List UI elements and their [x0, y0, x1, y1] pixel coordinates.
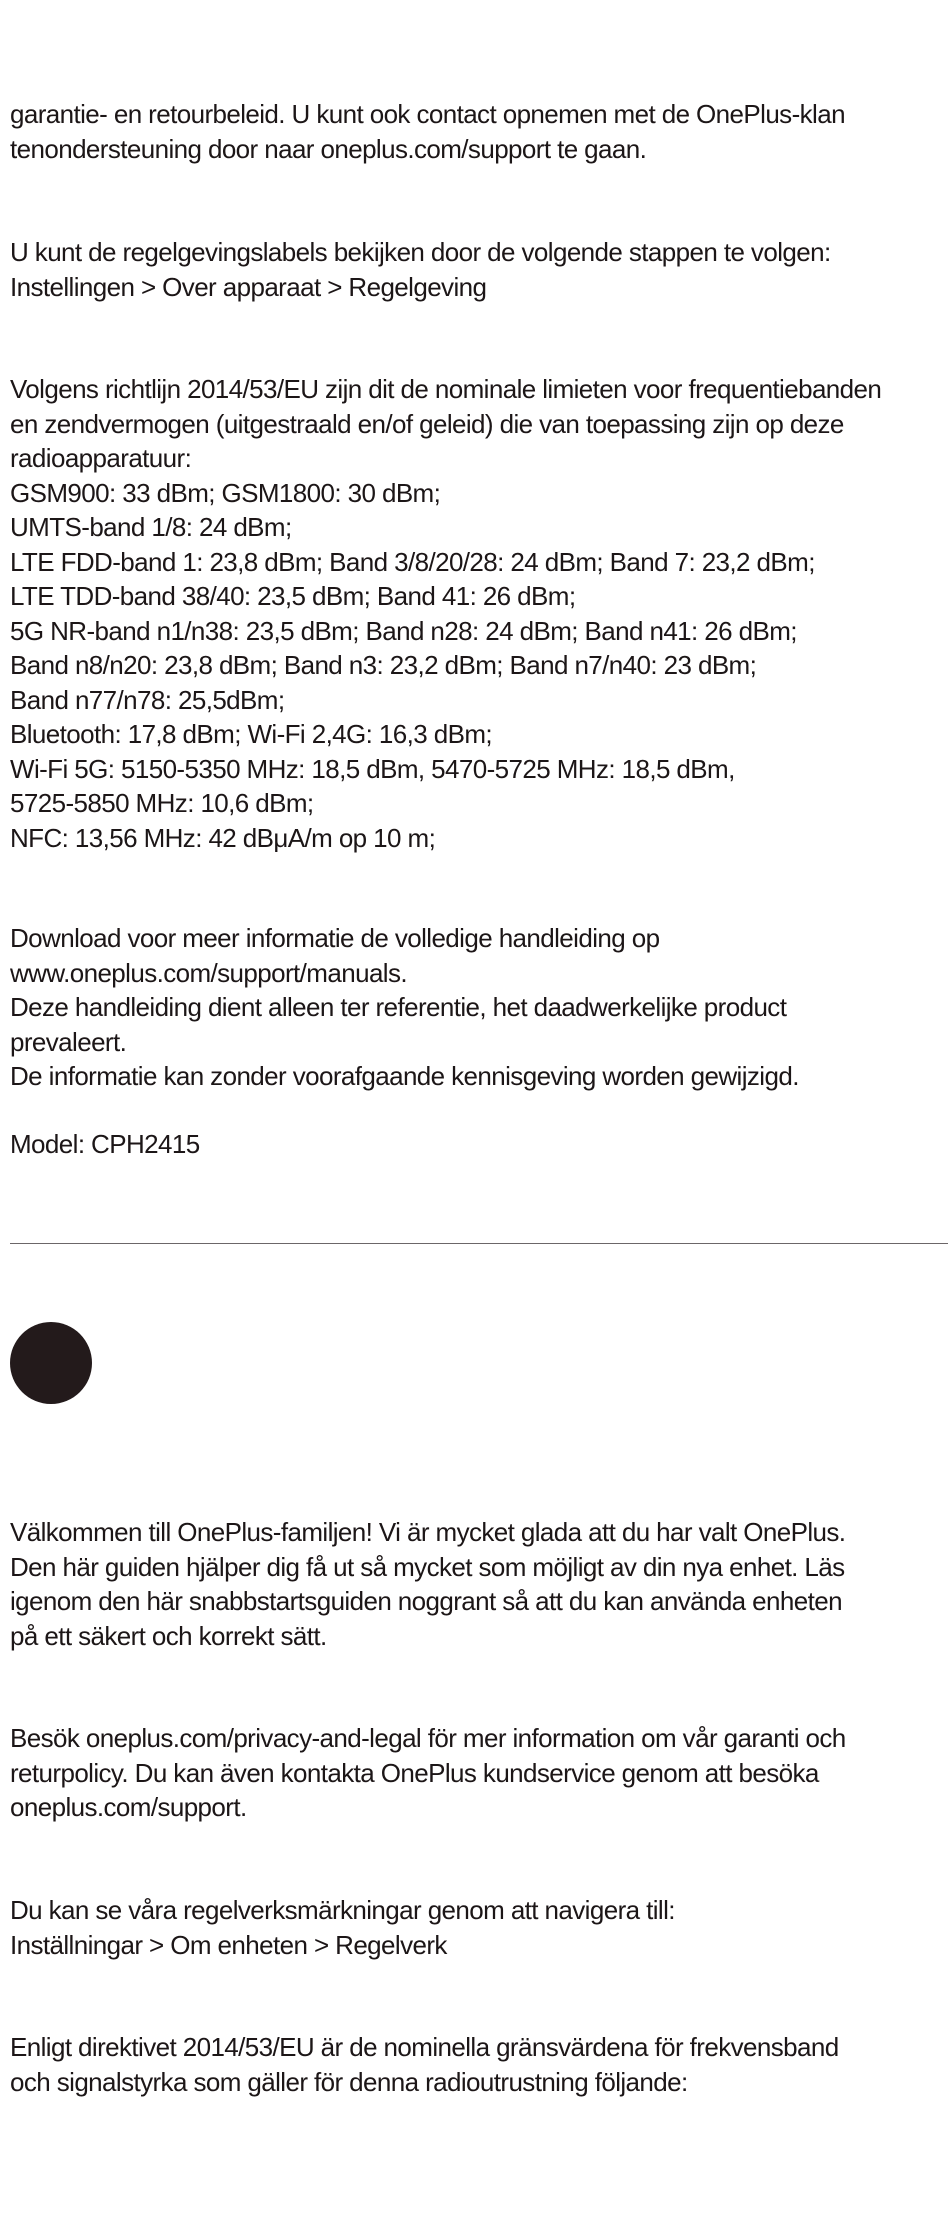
- nl-frequency-limits-paragraph: Volgens richtlijn 2014/53/EU zijn dit de nominale limieten voor frequentiebanden en zendvermogen (uitgestraald en/of geleid) die van toepassing zijn op deze radioapparatuur: GSM900: 33 dBm; GSM1800: 30 dBm; UMTS-band 1/8: 24 dBm; LTE FDD-band 1: 23,8 dBm; Band 3/8/20/28: 24 dBm; Band 7: 23,2 dBm; LTE TDD-band 38/40: 23,5 dBm; Band 41: 26 dBm; 5G NR-band n1/n38: 23,5 dBm; Band n28: 24 dBm; Band n41: 26 dBm; Band n8/n20: 23,8 dBm; Band n3: 23,2 dBm; Band n7/n40: 23 dBm; Band n77/n78: 25,5dBm; Bluetooth: 17,8 dBm; Wi-Fi 2,4G: 16,3 dBm; Wi-Fi 5G: 5150-5350 MHz: 18,5 dBm, 5470-5725 MHz: 18,5 dBm, 5725-5850 MHz: 10,6 dBm; NFC: 13,56 MHz: 42 dBμA/m op 10 m;: [10, 374, 882, 853]
- sv-directive-paragraph: Enligt direktivet 2014/53/EU är de nominella gränsvärdena för frekvensband och signalstyrka som gäller för denna radioutrustning följande:: [10, 2032, 839, 2097]
- nl-manual-info-paragraph: Download voor meer informatie de volledige handleiding op www.oneplus.com/support/manuals. Deze handleiding dient alleen ter referentie, het daadwerkelijke product prevaleert. De informatie kan zonder voorafgaande kennisgeving worden gewijzigd.: [10, 923, 799, 1091]
- model-number: Model: CPH2415: [10, 1129, 200, 1159]
- sv-regulatory-labels-paragraph: Du kan se våra regelverksmärkningar genom att navigera till: Inställningar > Om enheten > Regelverk: [10, 1895, 675, 1960]
- sv-welcome-paragraph: Välkommen till OnePlus-familjen! Vi är mycket glada att du har valt OnePlus. Den här guiden hjälper dig få ut så mycket som möjligt av din nya enhet. Läs igenom den här snabbstartsguiden noggrant så att du kan använda enheten på ett säkert och korrekt sätt.: [10, 1517, 846, 1651]
- nl-regulatory-labels-paragraph: U kunt de regelgevingslabels bekijken door de volgende stappen te volgen: Instellingen > Over apparaat > Regelgeving: [10, 237, 831, 302]
- sv-privacy-paragraph: Besök oneplus.com/privacy-and-legal för mer information om vår garanti och returpolicy. Du kan även kontakta OnePlus kundservice genom att besöka oneplus.com/support.: [10, 1723, 846, 1822]
- nl-support-paragraph: garantie- en retourbeleid. U kunt ook contact opnemen met de OnePlus-klan tenondersteuning door naar oneplus.com/support te gaan.: [10, 99, 845, 164]
- section-divider: [10, 1243, 948, 1244]
- language-marker-dot: [10, 1322, 92, 1404]
